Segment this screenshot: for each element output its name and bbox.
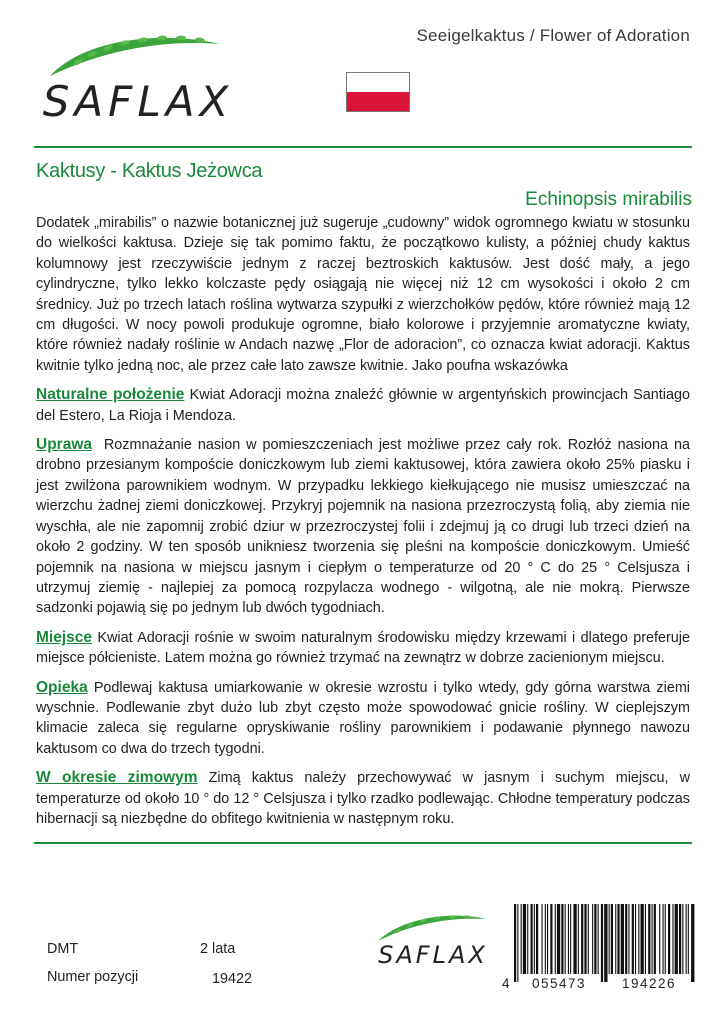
divider-bottom	[34, 842, 692, 844]
info-value-dmt: 2 lata	[200, 941, 236, 957]
barcode-bar	[565, 904, 566, 974]
description-body	[36, 213, 690, 838]
barcode-bar	[654, 904, 656, 974]
barcode-bar	[682, 904, 683, 974]
barcode-bar	[675, 904, 678, 974]
barcode-bar	[517, 904, 518, 982]
section-cultivation	[36, 435, 690, 619]
barcode-bar	[581, 904, 583, 974]
section-winter	[36, 768, 690, 829]
section-heading: Uprawa	[36, 436, 92, 454]
barcode-bar	[534, 904, 535, 974]
barcode-bar	[668, 904, 670, 974]
section-heading: W okresie zimowym	[36, 769, 198, 787]
info-label-dmt: DMT	[47, 941, 79, 957]
barcode-bar	[557, 904, 560, 974]
divider-top	[34, 146, 692, 148]
barcode-bar	[594, 904, 596, 974]
barcode-bar	[628, 904, 629, 974]
logo-swoosh	[50, 38, 220, 76]
saflax-logo-small	[368, 905, 498, 971]
barcode-bar	[659, 904, 660, 974]
section-care	[36, 678, 690, 760]
intro-paragraph: Dodatek „mirabilis” o nazwie botanicznej już sugeruje „cudowny” widok ogromnego kwiatu w stosunku do wielkości kaktusa. Dzieje się tak pomimo faktu, że początkowo kulisty, a później chudy kaktus kolumnowy jest rzeczywiście jednym z raczej beztroskich kaktusów. Jest dość mały, a jego cylindryczne, tylko lekko kolczaste pędy osiągają nie więcej niż 12 cm wysokości i około 2 cm średnicy. Już po trzech latach roślina wytwarza szypułki z wierzchołków pędów, które również mają 12 cm długości. W nocy powoli produkuje ogromne, biało kolorowe i przyjemnie aromatyczne kwiaty, które również nadały roślinie w Andach nazwę „Flor de adoracion”, co oznacza kwiat adoracji. Kaktus kwitnie tylko jedną noc, ale przez całe lato zawsze kwitnie. Jako poufna wskazówka	[36, 215, 690, 374]
barcode-bar	[542, 904, 543, 974]
barcode-bar	[648, 904, 650, 974]
barcode-bar	[635, 904, 636, 974]
barcode-bar	[521, 904, 522, 974]
section-heading: Miejsce	[36, 628, 93, 646]
barcode-bar	[573, 904, 576, 974]
barcode-bar	[621, 904, 624, 974]
section-location	[36, 628, 690, 669]
barcode-bar	[550, 904, 552, 974]
barcode-bar	[641, 904, 644, 974]
barcode-bar	[598, 904, 599, 974]
barcode-bar	[617, 904, 619, 974]
barcode-bar	[601, 904, 603, 982]
logo-swoosh	[378, 916, 486, 941]
barcode-bar	[663, 904, 664, 974]
barcode-bar	[638, 904, 639, 974]
logo-wordmark: SAFLAX	[42, 77, 234, 126]
barcode-bar	[632, 904, 634, 974]
saflax-logo	[28, 18, 248, 128]
barcode-right-group: 194226	[622, 976, 677, 991]
barcode-bar	[691, 904, 694, 982]
header-title: Seeigelkaktus / Flower of Adoration	[416, 26, 690, 45]
info-value-position: 19422	[212, 971, 253, 987]
barcode-bar	[652, 904, 653, 974]
barcode-bar	[527, 904, 528, 974]
barcode-bar	[665, 904, 666, 974]
logo-wordmark: SAFLAX	[378, 941, 488, 969]
barcode-bar	[547, 904, 548, 974]
barcode-bar	[536, 904, 538, 974]
barcode-bar	[545, 904, 546, 974]
poland-flag-icon	[346, 72, 410, 112]
barcode-first-digit: 4	[502, 976, 510, 991]
latin-name: Echinopsis mirabilis	[525, 189, 692, 210]
info-label-position: Numer pozycji	[47, 969, 139, 985]
section-text: Rozmnażanie nasion w pomieszczeniach jest możliwe przez cały rok. Rozłóż nasiona na drobno przesianym kompoście doniczkowym lub ziemi kaktusowej, która zawiera około 25% piasku i jest zwilżona parownikiem wodnym. W przypadku lekkiego kiełkującego nie musisz umieszczać na wierzchu żadnej ziemi doniczkowej. Przykryj pojemnik na nasiona przezroczystą folią, aby ziemia nie wyschła, ale nie zapomnij zrobić dziur w przezroczystej folii i zdejmuj ją co drugi lub trzeci dzień na około 2 godziny. W ten sposób unikniesz tworzenia się pleśni na kompoście doniczkowym. Umieść pojemnik na nasiona w miejscu jasnym i ciepłym o temperaturze od 20 ° C do 25 ° Celsjusza i utrzymuj ziemię - najlepiej za pomocą rozpylacza wodnego - wilgotną, ale nie mokrą. Pierwsze sadzonki pojawią się po jednym lub dwóch tygodniach.	[36, 437, 690, 617]
barcode-bar	[584, 904, 586, 974]
barcode-bar	[611, 904, 613, 974]
barcode-bar	[604, 904, 607, 982]
barcode-bar	[609, 904, 610, 974]
barcode-left-group: 055473	[532, 976, 587, 991]
barcode-bar	[514, 904, 516, 982]
barcode-bar	[592, 904, 593, 974]
barcode-bar	[625, 904, 627, 974]
section-heading: Naturalne położenie	[36, 386, 185, 404]
barcode-bar	[523, 904, 526, 974]
barcode-bar	[615, 904, 616, 974]
section-text: Kwiat Adoracji rośnie w swoim naturalnym środowisku między krzewami i dlatego preferuje miejsce półcieniste. Latem można go również trzymać na zewnątrz w dobrze zacienionym miejscu.	[36, 629, 691, 667]
barcode-bar	[645, 904, 646, 974]
barcode-bar	[568, 904, 569, 974]
barcode-bar	[672, 904, 673, 974]
section-title: Kaktusy - Kaktus Jeżowca	[36, 160, 263, 182]
barcode-bar	[578, 904, 579, 974]
barcode-bar	[688, 904, 689, 974]
barcode-bar	[555, 904, 556, 974]
section-text: Podlewaj kaktusa umiarkowanie w okresie wzrostu i tylko wtedy, gdy górna warstwa ziemi wyschnie. Podlewanie zbyt dużo lub zbyt często może spowodować gnicie rośliny. W cieplejszym klimacie zaleca się regularne opryskiwanie rośliny parownikiem i podawanie płynnego nawozu kaktusom co dwa do trzech tygodni.	[36, 679, 691, 757]
barcode-bar	[679, 904, 681, 974]
section-text: Zimą kaktus należy przechowywać w jasnym i suchym miejscu, w temperaturze od około 10 ° do 12 ° Celsjusza i tylko rzadko podlewając. Chłodne temperatury podczas hibernacji są niezbędne do obfitego kwitnienia w następnym roku.	[36, 770, 691, 827]
barcode	[512, 904, 696, 982]
barcode-bar	[570, 904, 571, 974]
barcode-bar	[686, 904, 687, 974]
section-text: Kwiat Adoracji można znaleźć głównie w argentyńskich prowincjach Santiago del Estero, La Rioja i Mendoza.	[36, 387, 690, 424]
barcode-bar	[588, 904, 589, 974]
section-natural-location	[36, 385, 690, 426]
section-heading: Opieka	[36, 678, 88, 696]
barcode-bar	[561, 904, 563, 974]
barcode-bar	[531, 904, 533, 974]
